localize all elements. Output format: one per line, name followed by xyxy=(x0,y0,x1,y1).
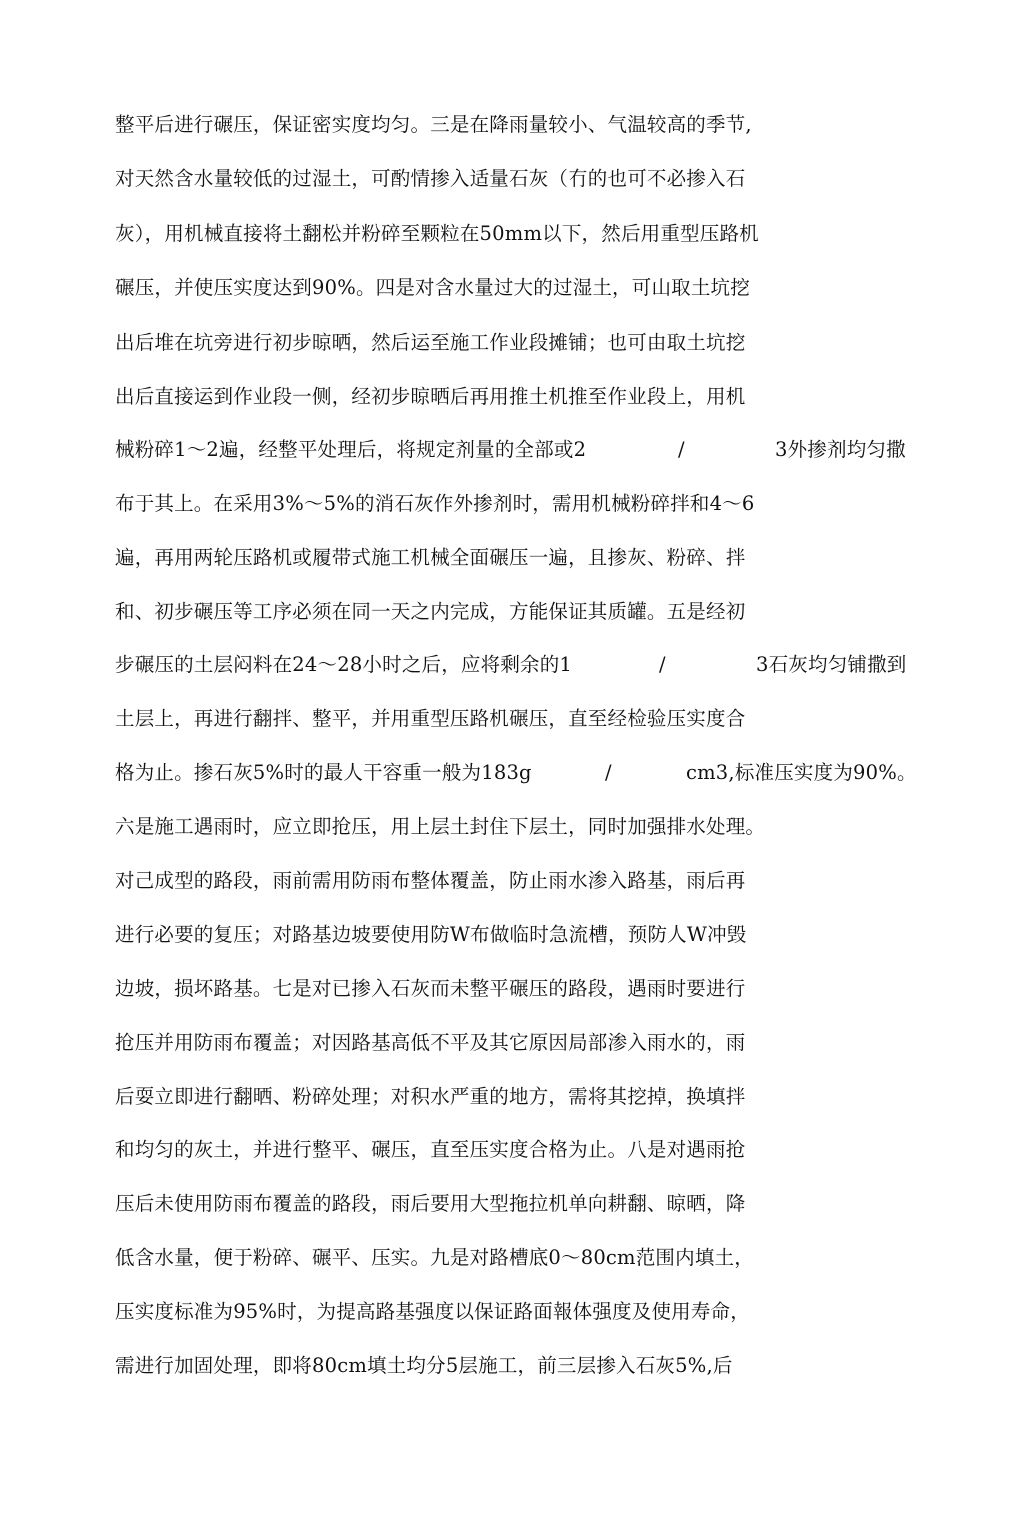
text-line-21: 压后未使用防雨布覆盖的路段，雨后要用大型拖拉机单向耕翻、晾晒，降 xyxy=(115,1192,746,1215)
text-line-7-right: 3外掺剂均匀撒 xyxy=(775,438,906,461)
text-line-8: 布于其上。在采用3%～5%的消石灰作外掺剂时，需用机械粉碎拌和4～6 xyxy=(115,492,755,515)
text-line-24: 需进行加固处理，即将80cm填土均分5层施工，前三层掺入石灰5%,后 xyxy=(115,1354,733,1377)
text-line-13-slash: / xyxy=(605,761,612,784)
text-line-18: 抢压并用防雨布覆盖；对因路基高低不平及其它原因局部渗入雨水的，雨 xyxy=(115,1031,746,1054)
text-line-6: 出后直接运到作业段一侧，经初步晾晒后再用推土机推至作业段上，用机 xyxy=(115,385,746,408)
text-line-5: 出后堆在坑旁进行初步晾晒，然后运至施工作业段摊铺；也可由取土坑挖 xyxy=(115,331,746,354)
text-line-13-right: cm3,标准压实度为90%。 xyxy=(686,761,917,784)
text-line-7 xyxy=(115,434,915,466)
text-line-4: 碾压，并使压实度达到90%。四是对含水量过大的过湿土，可山取土坑挖 xyxy=(115,276,750,299)
text-line-11-slash: / xyxy=(659,653,666,676)
text-line-22: 低含水量，便于粉碎、碾平、压实。九是对路槽底0～80cm范围内填土， xyxy=(115,1246,754,1269)
text-line-7-slash: / xyxy=(678,438,685,461)
text-line-11 xyxy=(115,649,915,681)
text-line-9: 遍，再用两轮压路机或履带式施工机械全面碾压一遍，且掺灰、粉碎、拌 xyxy=(115,546,746,569)
text-line-3: 灰），用机械直接将土翻松并粉碎至颗粒在50mm以下，然后用重型压路机 xyxy=(115,222,759,245)
text-line-23: 压实度标准为95%时，为提高路基强度以保证路面報体强度及使用寿命， xyxy=(115,1300,750,1323)
text-line-1: 整平后进行碾压，保证密实度均匀。三是在降雨量较小、气温较高的季节, xyxy=(115,113,752,136)
text-line-16: 进行必要的复压；对路基边坡要使用防W布做临时急流槽，预防人W冲毁 xyxy=(115,923,747,946)
text-line-20: 和均匀的灰土，并进行整平、碾压，直至压实度合格为止。八是对遇雨抢 xyxy=(115,1138,746,1161)
text-line-15: 对己成型的路段，雨前需用防雨布整体覆盖，防止雨水渗入路基，雨后再 xyxy=(115,869,746,892)
text-line-2: 对天然含水量较低的过湿土，可酌情掺入适量石灰（冇的也可不必掺入石 xyxy=(115,167,746,190)
text-line-13-left: 格为止。掺石灰5%时的最人干容重一般为183g xyxy=(115,761,532,784)
text-line-11-right: 3石灰均匀铺撒到 xyxy=(756,653,907,676)
text-line-17: 边坡，损坏路基。七是对已掺入石灰而未整平碾压的路段，遇雨时要进行 xyxy=(115,977,746,1000)
text-line-11-left: 步碾压的土层闷料在24～28小时之后，应将剩余的1 xyxy=(115,653,573,676)
text-line-14: 六是施工遇雨时，应立即抢压，用上层土封住下层土，同时加强排水处理。 xyxy=(115,815,766,838)
text-line-12: 土层上，再进行翻拌、整平，并用重型压路机碾压，直至经检验压实度合 xyxy=(115,707,746,730)
text-line-13 xyxy=(115,757,915,789)
text-line-7-left: 械粉碎1～2遍，经整平处理后，将规定剂量的全部或2 xyxy=(115,438,587,461)
text-line-10: 和、初步碾压等工序必须在同一天之内完成，方能保证其质罐。五是经初 xyxy=(115,600,746,623)
text-line-19: 后耍立即进行翻晒、粉碎处理；对积水严重的地方，需将其挖掉，换填拌 xyxy=(115,1085,746,1108)
